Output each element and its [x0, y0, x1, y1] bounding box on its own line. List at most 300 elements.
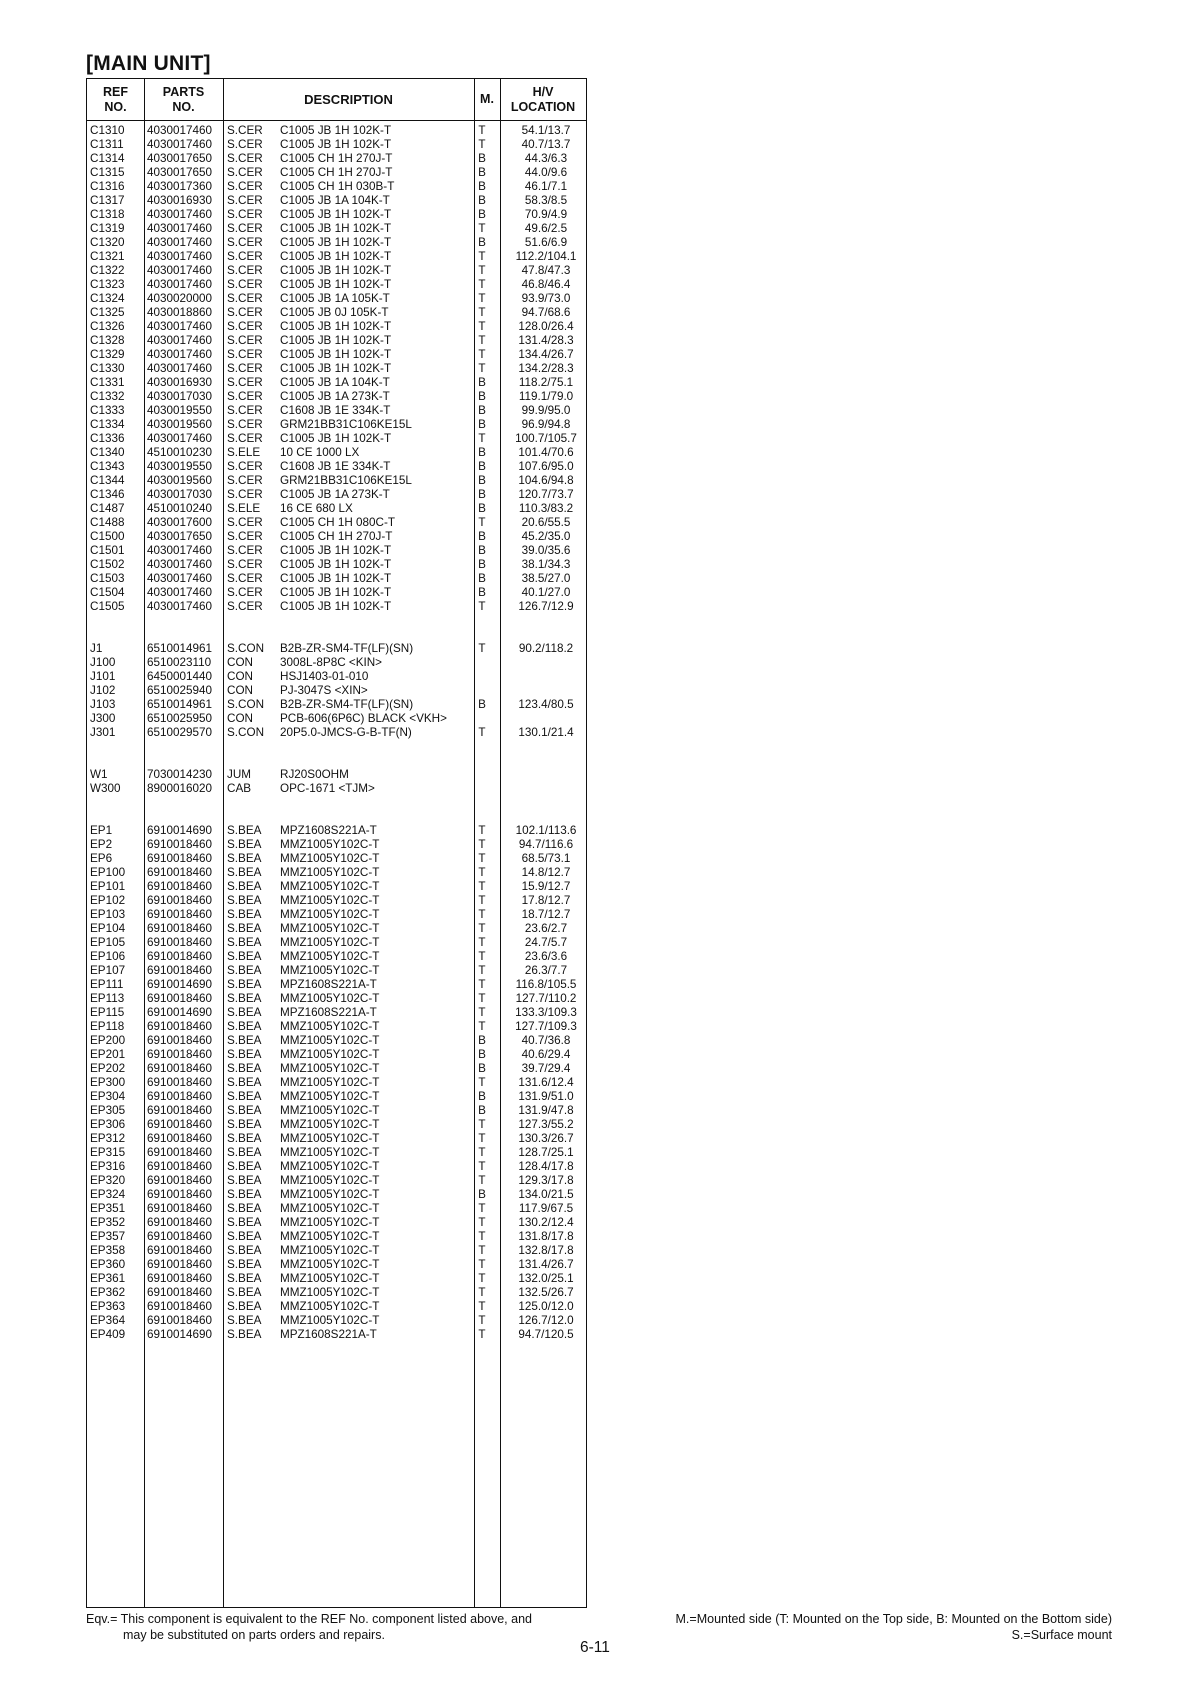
parts-no-cell: 6910018460	[147, 1230, 213, 1243]
table-row	[87, 1090, 586, 1104]
mounted-side-cell: B	[478, 404, 486, 417]
description-cell: C1005 JB 1H 102K-T	[280, 348, 392, 361]
parts-no-cell: 7030014230	[147, 768, 213, 781]
parts-no-cell: 4030020000	[147, 292, 213, 305]
table-row	[87, 1328, 586, 1342]
parts-no-cell: 6910018460	[147, 1048, 213, 1061]
ref-no-cell: EP6	[90, 852, 113, 865]
parts-no-cell: 6910018460	[147, 880, 213, 893]
description-cell: C1608 JB 1E 334K-T	[280, 460, 391, 473]
hv-location-cell: 112.2/104.1	[515, 250, 577, 263]
ref-no-cell: EP106	[90, 950, 126, 963]
description-cell: MMZ1005Y102C-T	[280, 1076, 380, 1089]
hv-location-cell: 44.3/6.3	[524, 152, 568, 165]
hv-location-cell: 40.7/36.8	[521, 1034, 571, 1047]
ref-no-cell: EP200	[90, 1034, 126, 1047]
mounted-side-cell: T	[478, 1286, 486, 1299]
group-spacer	[87, 796, 586, 810]
parts-no-cell: 6910014690	[147, 1006, 213, 1019]
table-row	[87, 964, 586, 978]
description-cell: C1005 CH 1H 080C-T	[280, 516, 395, 529]
mounted-side-cell: B	[478, 1048, 486, 1061]
part-type-cell: S.CER	[227, 404, 263, 417]
table-row	[87, 558, 586, 572]
description-cell: MMZ1005Y102C-T	[280, 1188, 380, 1201]
description-cell: C1005 JB 1H 102K-T	[280, 544, 392, 557]
header-description	[223, 79, 474, 120]
parts-no-cell: 6910018460	[147, 1202, 213, 1215]
table-row	[87, 1258, 586, 1272]
mounted-side-cell: B	[478, 446, 486, 459]
hv-location-cell: 40.6/29.4	[521, 1048, 571, 1061]
mounted-side-cell: B	[478, 698, 486, 711]
mounted-side-cell: T	[478, 922, 486, 935]
table-row	[87, 1314, 586, 1328]
mounted-side-cell: T	[478, 1272, 486, 1285]
group-spacer	[87, 810, 586, 824]
mounted-side-cell: T	[478, 1314, 486, 1327]
parts-no-cell: 6910018460	[147, 964, 213, 977]
description-cell: MMZ1005Y102C-T	[280, 950, 380, 963]
table-row	[87, 474, 586, 488]
hv-location-cell: 126.7/12.0	[518, 1314, 574, 1327]
header-location-line2: LOCATION	[510, 99, 576, 114]
part-type-cell: S.BEA	[227, 1146, 262, 1159]
mounted-side-cell: B	[478, 460, 486, 473]
mounted-side-cell: B	[478, 166, 486, 179]
mounted-side-cell: B	[478, 418, 486, 431]
description-cell: C1005 JB 1H 102K-T	[280, 362, 392, 375]
hv-location-cell: 134.2/28.3	[518, 362, 574, 375]
ref-no-cell: EP305	[90, 1104, 126, 1117]
mounted-side-cell: T	[478, 516, 486, 529]
parts-no-cell: 6510023110	[147, 656, 212, 669]
parts-no-cell: 4030017460	[147, 432, 213, 445]
ref-no-cell: EP104	[90, 922, 126, 935]
mounted-side-cell: T	[478, 950, 486, 963]
parts-no-cell: 4030017650	[147, 152, 213, 165]
table-row	[87, 1146, 586, 1160]
mounted-side-cell: T	[478, 278, 486, 291]
mounted-side-cell: T	[478, 936, 486, 949]
mounted-side-cell: T	[478, 348, 486, 361]
parts-no-cell: 6910018460	[147, 1062, 213, 1075]
table-row	[87, 1020, 586, 1034]
mounted-side-cell: T	[478, 362, 486, 375]
part-type-cell: S.BEA	[227, 1090, 262, 1103]
part-type-cell: S.BEA	[227, 1160, 262, 1173]
description-cell: MMZ1005Y102C-T	[280, 838, 380, 851]
parts-no-cell: 4030017460	[147, 124, 213, 137]
description-cell: C1005 JB 1A 105K-T	[280, 292, 390, 305]
part-type-cell: S.CER	[227, 418, 263, 431]
parts-no-cell: 6910018460	[147, 992, 213, 1005]
header-ref-line2: NO.	[104, 99, 127, 114]
ref-no-cell: EP300	[90, 1076, 126, 1089]
table-row	[87, 194, 586, 208]
hv-location-cell: 130.3/26.7	[518, 1132, 574, 1145]
ref-no-cell: EP304	[90, 1090, 126, 1103]
table-row	[87, 180, 586, 194]
parts-no-cell: 4030017460	[147, 362, 213, 375]
hv-location-cell: 116.8/105.5	[515, 978, 577, 991]
group-spacer	[87, 754, 586, 768]
description-cell: MMZ1005Y102C-T	[280, 1314, 380, 1327]
mounted-side-cell: T	[478, 1202, 486, 1215]
hv-location-cell: 44.0/9.6	[524, 166, 568, 179]
hv-location-cell: 119.1/79.0	[518, 390, 574, 403]
ref-no-cell: C1332	[90, 390, 125, 403]
parts-no-cell: 6910018460	[147, 1118, 213, 1131]
table-row	[87, 698, 586, 712]
ref-no-cell: EP315	[90, 1146, 126, 1159]
mounted-side-cell: B	[478, 1090, 486, 1103]
hv-location-cell: 131.9/47.8	[518, 1104, 574, 1117]
table-row	[87, 712, 586, 726]
ref-no-cell: J300	[90, 712, 116, 725]
hv-location-cell: 46.8/46.4	[521, 278, 571, 291]
hv-location-cell: 94.7/120.5	[518, 1328, 574, 1341]
mounted-side-cell: T	[478, 992, 486, 1005]
description-cell: MMZ1005Y102C-T	[280, 1160, 380, 1173]
table-row	[87, 1188, 586, 1202]
section-title: [MAIN UNIT]	[86, 52, 211, 75]
description-cell: HSJ1403-01-010	[280, 670, 369, 683]
ref-no-cell: C1329	[90, 348, 125, 361]
part-type-cell: S.BEA	[227, 880, 262, 893]
part-type-cell: S.CER	[227, 334, 263, 347]
table-row	[87, 656, 586, 670]
hv-location-cell: 127.7/109.3	[515, 1020, 577, 1033]
parts-no-cell: 4510010230	[147, 446, 213, 459]
parts-no-cell: 6910018460	[147, 1286, 213, 1299]
mounted-side-cell: T	[478, 838, 486, 851]
table-row	[87, 488, 586, 502]
ref-no-cell: J103	[90, 698, 116, 711]
part-type-cell: S.CER	[227, 236, 263, 249]
mounted-side-cell: T	[478, 264, 486, 277]
ref-no-cell: C1340	[90, 446, 125, 459]
parts-no-cell: 4030017460	[147, 236, 213, 249]
ref-no-cell: C1331	[90, 376, 125, 389]
description-cell: MMZ1005Y102C-T	[280, 992, 380, 1005]
mounted-side-cell: B	[478, 474, 486, 487]
table-row	[87, 1006, 586, 1020]
header-parts-line1: PARTS	[162, 84, 205, 99]
ref-no-cell: C1487	[90, 502, 125, 515]
part-type-cell: S.CER	[227, 306, 263, 319]
ref-no-cell: EP102	[90, 894, 126, 907]
header-mounted-label: M.	[480, 92, 494, 106]
table-row	[87, 278, 586, 292]
description-cell: MMZ1005Y102C-T	[280, 1244, 380, 1257]
parts-no-cell: 4030017460	[147, 586, 213, 599]
table-row	[87, 572, 586, 586]
ref-no-cell: EP358	[90, 1244, 126, 1257]
part-type-cell: S.BEA	[227, 1048, 262, 1061]
part-type-cell: S.CER	[227, 488, 263, 501]
part-type-cell: S.BEA	[227, 852, 262, 865]
ref-no-cell: EP2	[90, 838, 113, 851]
part-type-cell: S.BEA	[227, 1216, 262, 1229]
ref-no-cell: J1	[90, 642, 103, 655]
parts-no-cell: 4030017360	[147, 180, 213, 193]
part-type-cell: CON	[227, 656, 253, 669]
header-mounted	[474, 79, 500, 120]
hv-location-cell: 38.1/34.3	[521, 558, 571, 571]
ref-no-cell: J301	[90, 726, 116, 739]
part-type-cell: S.CER	[227, 376, 263, 389]
hv-location-cell: 39.7/29.4	[521, 1062, 571, 1075]
header-ref-line1: REF	[103, 84, 128, 99]
ref-no-cell: EP409	[90, 1328, 126, 1341]
hv-location-cell: 117.9/67.5	[518, 1202, 574, 1215]
description-cell: OPC-1671 <TJM>	[280, 782, 375, 795]
hv-location-cell: 40.1/27.0	[521, 586, 571, 599]
part-type-cell: S.CER	[227, 460, 263, 473]
table-row	[87, 950, 586, 964]
parts-no-cell: 6910018460	[147, 866, 213, 879]
ref-no-cell: EP324	[90, 1188, 126, 1201]
parts-no-cell: 4030017460	[147, 544, 213, 557]
mounted-side-cell: B	[478, 194, 486, 207]
parts-no-cell: 4030017030	[147, 488, 213, 501]
mounted-side-cell: T	[478, 1146, 486, 1159]
hv-location-cell: 14.8/12.7	[521, 866, 571, 879]
hv-location-cell: 132.0/25.1	[518, 1272, 574, 1285]
table-row	[87, 1300, 586, 1314]
mounted-side-cell: B	[478, 572, 486, 585]
description-cell: C1005 JB 1A 104K-T	[280, 376, 390, 389]
hv-location-cell: 18.7/12.7	[521, 908, 571, 921]
part-type-cell: S.BEA	[227, 1202, 262, 1215]
description-cell: C1005 JB 1H 102K-T	[280, 320, 392, 333]
mounted-side-cell: T	[478, 1160, 486, 1173]
hv-location-cell: 45.2/35.0	[521, 530, 571, 543]
parts-no-cell: 6910018460	[147, 1020, 213, 1033]
ref-no-cell: EP1	[90, 824, 113, 837]
ref-no-cell: EP360	[90, 1258, 126, 1271]
hv-location-cell: 130.1/21.4	[518, 726, 574, 739]
description-cell: MMZ1005Y102C-T	[280, 1104, 380, 1117]
ref-no-cell: J102	[90, 684, 116, 697]
parts-table	[86, 78, 587, 1608]
table-row	[87, 908, 586, 922]
hv-location-cell: 110.3/83.2	[518, 502, 574, 515]
header-location	[500, 79, 586, 120]
part-type-cell: S.ELE	[227, 502, 261, 515]
mounted-side-cell: T	[478, 1244, 486, 1257]
mounted-side-cell: B	[478, 502, 486, 515]
hv-location-cell: 120.7/73.7	[518, 488, 574, 501]
description-cell: C1608 JB 1E 334K-T	[280, 404, 391, 417]
description-cell: 3008L-8P8C <KIN>	[280, 656, 383, 669]
parts-no-cell: 6910018460	[147, 1132, 213, 1145]
table-row	[87, 306, 586, 320]
table-row	[87, 376, 586, 390]
hv-location-cell: 132.5/26.7	[518, 1286, 574, 1299]
part-type-cell: S.CER	[227, 348, 263, 361]
description-cell: MMZ1005Y102C-T	[280, 1202, 380, 1215]
table-row	[87, 530, 586, 544]
description-cell: C1005 JB 1A 273K-T	[280, 390, 390, 403]
mounted-side-cell: T	[478, 1076, 486, 1089]
hv-location-cell: 132.8/17.8	[518, 1244, 574, 1257]
parts-no-cell: 6510014961	[147, 642, 213, 655]
part-type-cell: S.BEA	[227, 866, 262, 879]
description-cell: MMZ1005Y102C-T	[280, 964, 380, 977]
hv-location-cell: 51.6/6.9	[524, 236, 568, 249]
table-row	[87, 348, 586, 362]
ref-no-cell: C1333	[90, 404, 125, 417]
description-cell: MMZ1005Y102C-T	[280, 1146, 380, 1159]
parts-no-cell: 6910018460	[147, 1160, 213, 1173]
part-type-cell: S.BEA	[227, 1258, 262, 1271]
mounted-side-cell: B	[478, 586, 486, 599]
part-type-cell: S.CON	[227, 698, 265, 711]
description-cell: C1005 CH 1H 270J-T	[280, 530, 393, 543]
part-type-cell: S.CER	[227, 138, 263, 151]
description-cell: MMZ1005Y102C-T	[280, 1132, 380, 1145]
description-cell: C1005 JB 1H 102K-T	[280, 236, 392, 249]
ref-no-cell: C1314	[90, 152, 125, 165]
mounted-side-cell: T	[478, 880, 486, 893]
ref-no-cell: EP363	[90, 1300, 126, 1313]
ref-no-cell: C1503	[90, 572, 125, 585]
ref-no-cell: C1334	[90, 418, 125, 431]
equivalence-note	[86, 1611, 606, 1643]
part-type-cell: S.BEA	[227, 1132, 262, 1145]
ref-no-cell: C1321	[90, 250, 125, 263]
mounted-side-cell: T	[478, 642, 486, 655]
mounted-side-cell: T	[478, 852, 486, 865]
ref-no-cell: EP316	[90, 1160, 126, 1173]
ref-no-cell: EP202	[90, 1062, 126, 1075]
mounted-side-cell: T	[478, 978, 486, 991]
part-type-cell: S.BEA	[227, 950, 262, 963]
group-spacer	[87, 628, 586, 642]
mounted-side-cell: B	[478, 1188, 486, 1201]
ref-no-cell: EP101	[90, 880, 126, 893]
part-type-cell: S.BEA	[227, 1286, 262, 1299]
description-cell: RJ20S0OHM	[280, 768, 349, 781]
hv-location-cell: 133.3/109.3	[515, 1006, 577, 1019]
mounted-side-cell: T	[478, 866, 486, 879]
hv-location-cell: 131.4/28.3	[518, 334, 574, 347]
ref-no-cell: EP352	[90, 1216, 126, 1229]
parts-no-cell: 4030017460	[147, 264, 213, 277]
description-cell: C1005 JB 0J 105K-T	[280, 306, 389, 319]
header-parts-line2: NO.	[172, 99, 195, 114]
ref-no-cell: EP115	[90, 1006, 125, 1019]
hv-location-cell: 15.9/12.7	[521, 880, 571, 893]
description-cell: MMZ1005Y102C-T	[280, 1286, 380, 1299]
hv-location-cell: 96.9/94.8	[521, 418, 571, 431]
ref-no-cell: C1322	[90, 264, 125, 277]
table-row	[87, 1230, 586, 1244]
parts-no-cell: 6910018460	[147, 922, 213, 935]
mounted-side-cell: B	[478, 236, 486, 249]
mounted-side-cell: B	[478, 376, 486, 389]
description-cell: MMZ1005Y102C-T	[280, 1048, 380, 1061]
table-row	[87, 544, 586, 558]
mounted-side-cell: T	[478, 334, 486, 347]
description-cell: C1005 JB 1H 102K-T	[280, 278, 392, 291]
table-row	[87, 866, 586, 880]
part-type-cell: S.BEA	[227, 894, 262, 907]
table-row	[87, 1132, 586, 1146]
ref-no-cell: EP111	[90, 978, 124, 991]
mounted-side-cell: T	[478, 1300, 486, 1313]
hv-location-cell: 128.7/25.1	[518, 1146, 574, 1159]
part-type-cell: S.CER	[227, 292, 263, 305]
hv-location-cell: 47.8/47.3	[521, 264, 571, 277]
table-row	[87, 516, 586, 530]
description-cell: C1005 JB 1H 102K-T	[280, 124, 392, 137]
hv-location-cell: 125.0/12.0	[518, 1300, 574, 1313]
description-cell: MPZ1608S221A-T	[280, 1328, 377, 1341]
hv-location-cell: 46.1/7.1	[524, 180, 568, 193]
table-row	[87, 432, 586, 446]
mounted-side-cell: B	[478, 530, 486, 543]
description-cell: MMZ1005Y102C-T	[280, 866, 380, 879]
hv-location-cell: 24.7/5.7	[524, 936, 568, 949]
mounted-side-cell: B	[478, 488, 486, 501]
ref-no-cell: C1488	[90, 516, 125, 529]
parts-no-cell: 4030019560	[147, 418, 213, 431]
part-type-cell: S.CER	[227, 180, 263, 193]
table-row	[87, 1062, 586, 1076]
table-row	[87, 460, 586, 474]
mounted-side-cell: T	[478, 1132, 486, 1145]
parts-no-cell: 4030019550	[147, 460, 213, 473]
parts-no-cell: 4030019560	[147, 474, 213, 487]
part-type-cell: S.BEA	[227, 1076, 262, 1089]
table-row	[87, 1286, 586, 1300]
parts-no-cell: 6910018460	[147, 1300, 213, 1313]
description-cell: C1005 JB 1H 102K-T	[280, 334, 392, 347]
parts-no-cell: 6910018460	[147, 1174, 213, 1187]
mounted-side-cell: T	[478, 600, 486, 613]
mounted-side-cell: T	[478, 320, 486, 333]
parts-no-cell: 4030017460	[147, 334, 213, 347]
parts-no-cell: 6910018460	[147, 852, 213, 865]
table-row	[87, 166, 586, 180]
description-cell: MMZ1005Y102C-T	[280, 922, 380, 935]
mounted-side-cell: B	[478, 1104, 486, 1117]
table-row	[87, 782, 586, 796]
parts-no-cell: 6910018460	[147, 1216, 213, 1229]
part-type-cell: S.CER	[227, 320, 263, 333]
ref-no-cell: EP364	[90, 1314, 126, 1327]
parts-no-cell: 4030017460	[147, 558, 213, 571]
mounted-side-cell: B	[478, 152, 486, 165]
parts-no-cell: 6910018460	[147, 1258, 213, 1271]
table-row	[87, 264, 586, 278]
part-type-cell: S.ELE	[227, 446, 261, 459]
description-cell: C1005 JB 1H 102K-T	[280, 222, 392, 235]
mounted-side-legend: M.=Mounted side (T: Mounted on the Top side, B: Mounted on the Bottom side)	[675, 1612, 1112, 1626]
part-type-cell: S.CER	[227, 572, 263, 585]
description-cell: MMZ1005Y102C-T	[280, 908, 380, 921]
part-type-cell: S.BEA	[227, 1300, 262, 1313]
table-row	[87, 1160, 586, 1174]
part-type-cell: S.CER	[227, 264, 263, 277]
parts-no-cell: 6910018460	[147, 1034, 213, 1047]
ref-no-cell: W300	[90, 782, 121, 795]
ref-no-cell: C1328	[90, 334, 125, 347]
hv-location-cell: 54.1/13.7	[521, 124, 571, 137]
